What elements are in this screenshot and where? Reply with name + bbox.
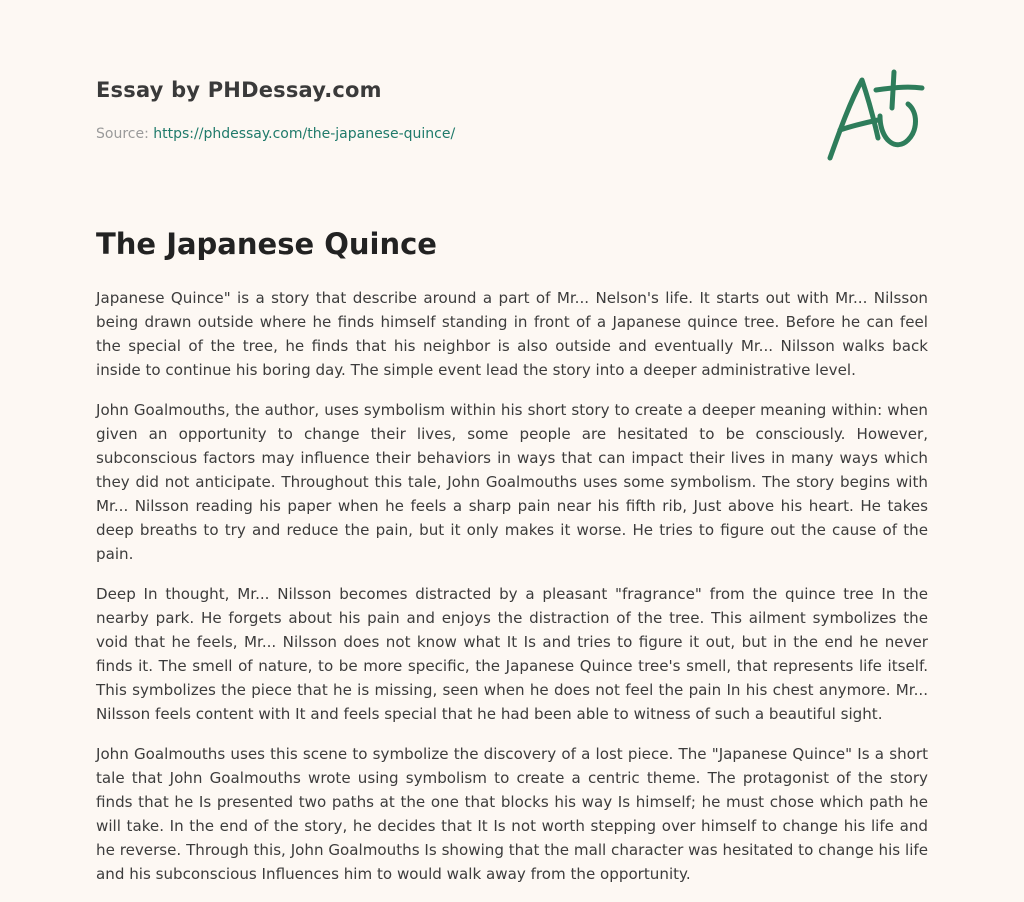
essay-title: The Japanese Quince — [96, 227, 437, 261]
essay-paragraph: Japanese Quince" is a story that describe around a part of Mr... Nelson's life. It starts out with Mr... Nilsson being drawn outside where he finds himself standing in front of a Japanese quince tree. Before he can feel the special of the tree, he finds that his neighbor is also outside and eventually Mr... Nilsson walks back inside to continue his boring day. The simple event lead the story into a deeper administrative level. — [96, 289, 928, 379]
source-line — [96, 124, 796, 144]
essay-paragraph: John Goalmouths uses this scene to symbolize the discovery of a lost piece. The "Japanese Quince" Is a short tale that John Goalmouths wrote using symbolism to create a centric theme. The protagonist of the story finds that he Is presented two paths at the one that blocks his way Is himself; he must chose which path he will take. In the end of the story, he decides that It Is not worth stepping over himself to change his life and he reverse. Through this, John Goalmouths Is showing that the mall character was hesitated to change his life and his subconscious Influences him to would walk away from the opportunity. — [96, 745, 928, 883]
a-plus-grade-icon — [822, 68, 928, 164]
source-link[interactable]: https://phdessay.com/the-japanese-quince/ — [153, 126, 456, 142]
page-header — [96, 76, 796, 144]
essay-body — [96, 286, 928, 902]
essay-paragraph: John Goalmouths, the author, uses symbolism within his short story to create a deeper meaning within: when given an opportunity to change their lives, some people are hesitated to be consciously. However, subconscious factors may influence their behaviors in ways that can impact their lives in many ways which they did not anticipate. Throughout this tale, John Goalmouths uses some symbolism. The story begins with Mr... Nilsson reading his paper when he feels a sharp pain near his fifth rib, Just above his heart. He takes deep breaths to try and reduce the pain, but it only makes it worse. He tries to figure out the cause of the pain. — [96, 401, 928, 563]
source-label: Source: — [96, 126, 149, 142]
essay-paragraph: Deep In thought, Mr... Nilsson becomes distracted by a pleasant "fragrance" from the quince tree In the nearby park. He forgets about his pain and enjoys the distraction of the tree. This ailment symbolizes the void that he feels, Mr... Nilsson does not know what It Is and tries to figure it out, but in the end he never finds it. The smell of nature, to be more specific, the Japanese Quince tree's smell, that represents life itself. This symbolizes the piece that he is missing, seen when he does not feel the pain In his chest anymore. Mr... Nilsson feels content with It and feels special that he had been able to witness of such a beautiful sight. — [96, 585, 928, 723]
site-title: Essay by PHDessay.com — [96, 78, 382, 102]
